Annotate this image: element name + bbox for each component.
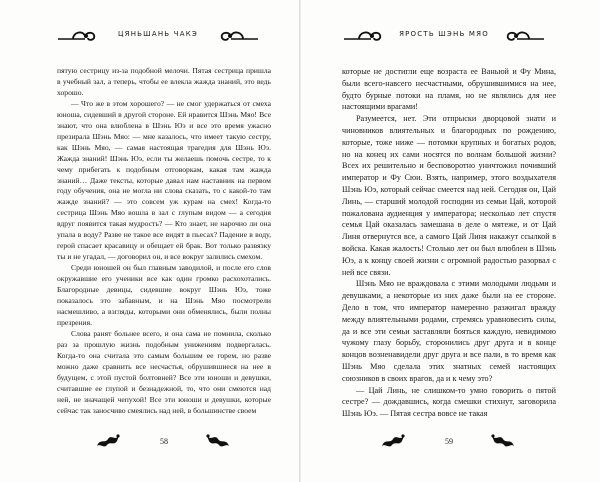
paragraph: Среди юношей он был главным заводилой, и после его слов окружавшие его ученики все как один громко расхохотались. Благородные девицы, сидевшие вокруг Шэнь Юэ, тоже показалось это забавным, и на Шэнь Мяо посмотрели насмешливо, а взгляды, которыми они обменялись, были полны презрения.: [57, 263, 271, 327]
page-footer-left: [57, 430, 271, 454]
cloud-scroll-icon: [58, 28, 98, 42]
page-footer-right: [342, 430, 556, 454]
paragraph: Слова ранят больнее всего, и она сама не помнила, сколько раз за прошлую жизнь подобным унижениям подвергалась. Когда-то она считала это самым большим ее горем, но разве можно даже сравнить все несчастья, обрушившиеся на нее в будущем, с этой пустой болтовней? Все эти юноши и девушки, считавшие ее глупой и безнадежной, то, что они смеются над ней, не значащей чепухой! Все эти юноши и девушки, которые сейчас так заносчиво смеялись над ней, в большинстве своем: [57, 328, 271, 415]
cloud-scroll-icon: [344, 28, 384, 42]
running-header-right: [344, 28, 544, 50]
left-page: [0, 0, 299, 482]
paragraph: — Цай Линь, не слишком-то умно говорить о пятой сестре? — дождавшись, когда смешки стихнут, заговорила Шэнь Юэ. — Пятая сестра вовсе не такая: [342, 385, 556, 419]
cloud-scroll-icon: [218, 28, 258, 42]
dragon-icon: [205, 432, 231, 450]
running-header-title: ЦЯНЬШАНЬ ЧАКЭ: [118, 30, 198, 38]
body-text-left: [57, 66, 271, 417]
dragon-icon: [490, 432, 516, 450]
right-page: [301, 0, 600, 482]
cloud-scroll-icon: [504, 28, 544, 42]
body-text-right: [342, 66, 556, 420]
page-number: 58: [160, 437, 168, 446]
paragraph: — Что же в этом хорошего? — не смог удержаться от смеха юноша, сидевший в другой стороне. Ей нравится Шэнь Мяо! Все знают, что она влюблена в Шэнь Юэ и все это время ужасно презирала Шэнь Мяо: — мне казалось, что имеет такую сестру, как Шэнь Мяо, — самая настоящая трагедия для Шэнь Юэ. Жажда знаний! Шэнь Юэ, если ты желаешь помочь сестре, то к чему прибегать к подобным отговоркам, какая там жажда знаний… Даже тексты, которые давал нам наставник на первом году обучения, она не могла ни слова сказать, то с какой-то там жажде знаний? — это совсем уж курам на смех! Когда-то сестрица Шэнь Мяо вошла в зал с глупым видом — а сегодня вдруг появится такая мудрость? — Кто знает, не нарочно ли она упала в воду? Разве не такое все видят в пьесах? Падение в воду, герой спасает красавицу и обещает ей брак. Вот только развязку ты и не угадал, — договорил он, и все вокруг залились смехом.: [57, 98, 271, 262]
paragraph: Шэнь Мяо не враждовала с этими молодыми людьми и девушками, а некоторые из них даже были на ее стороне. Дело в том, что император намеренно разжигал вражду между влиятельными родами, стремясь уравновесить силы, да и все эти семьи заставляли бояться каждую, невидимою чужому глазу борьбу, сторонились друг друга и в конце концов возненавидели друг друга и все пали, в то время как Шэнь Мяо сделала этих знатных семей настоящих союзников в своих врагов, да и к чему это?: [342, 279, 556, 383]
paragraph: которые не достигли еще возраста ее Ваньюй и Фу Мина, были всего-навсего несчастными, обрушившимися на нее, будто бурные потоки на пламя, но не являлись для нее настоящими врагами!: [342, 67, 556, 112]
page-number: 59: [445, 437, 453, 446]
running-header-left: [58, 28, 258, 50]
paragraph: Разумеется, нет. Эти отпрыски дворцовой знати и чиновников влиятельных и благородных по рождению, которые, тоже ниже — потомки крупных и богатых родов, но на конец их сами носятся по волнам большой жизни? Всех их решительно и бесповоротно уничтожил почивший император и Фу Сюи. Взять, например, этого воздыхателя Шэнь Юэ, который сейчас смеется над ней. Сегодня он, Цай Линь, — старший молодой господин из семьи Цай, которой пожалована аудиенция у императора; несколько лет спустя семья Цай оказалась замешана в деле о мятеже, и от Цай Линя отвернутся все, а самого Цай Линя накажут ссылкой в войска. Какая жалость! Столько лет он был влюблен в Шэнь Юэ, а к концу своей жизни с огромной радостью разорвал с ней все связи.: [342, 114, 556, 277]
running-header-title: ЯРОСТЬ ШЭНЬ МЯО: [399, 30, 489, 38]
paragraph: пятую сестрицу из-за подобной мелочи. Пятая сестрица пришла в учебный зал, а теперь, чтобы ее влекла жажда знаний, это ведь хорошо.: [57, 66, 271, 97]
